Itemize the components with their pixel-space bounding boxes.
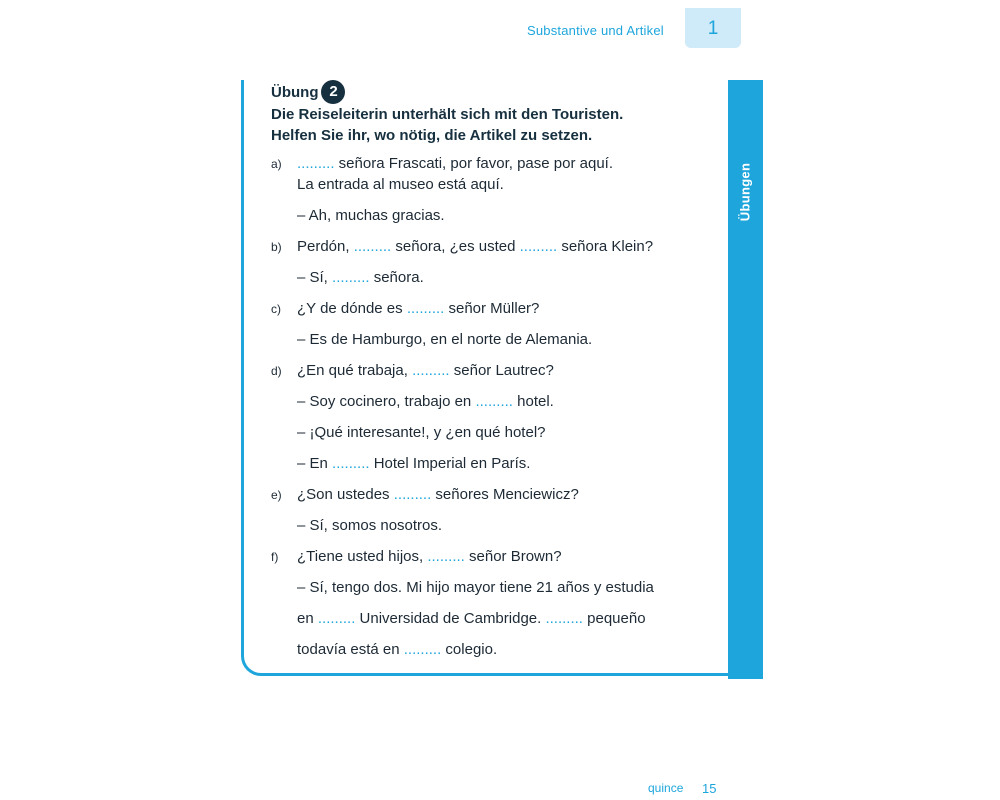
- page-word: quince: [648, 781, 684, 795]
- gap-blank: .........: [297, 155, 335, 172]
- exercise-instruction-1: Die Reiseleiterin unterhält sich mit den Touristen.: [271, 106, 624, 123]
- gap-blank: .........: [406, 300, 445, 317]
- exercise-line: ¿Y de dónde es ......... señor Müller?: [297, 300, 540, 317]
- gap-blank: .........: [332, 455, 370, 472]
- gap-blank: .........: [317, 610, 356, 627]
- exercise-line: – Sí, somos nosotros.: [297, 517, 443, 534]
- item-marker-b: b): [271, 240, 282, 254]
- exercise-line: La entrada al museo está aquí.: [297, 176, 504, 193]
- page-number: 15: [702, 781, 717, 796]
- exercise-line: ¿En qué trabaja, ......... señor Lautrec?: [297, 362, 554, 379]
- item-marker-f: f): [271, 550, 279, 564]
- running-header-title: Substantive und Artikel: [527, 23, 664, 38]
- gap-blank: .........: [475, 393, 513, 410]
- gap-blank: .........: [545, 610, 583, 627]
- gap-blank: .........: [393, 486, 432, 503]
- gap-blank: .........: [353, 238, 392, 255]
- exercise-line: ¿Tiene usted hijos, ......... señor Brown?: [297, 548, 562, 565]
- side-tab-label: [735, 157, 755, 227]
- item-marker-c: c): [271, 302, 281, 316]
- exercise-line: Perdón, ......... señora, ¿es usted ......... señora Klein?: [297, 238, 654, 255]
- exercise-line: ......... señora Frascati, por favor, pase por aquí.: [297, 155, 613, 172]
- exercise-line: – ¡Qué interesante!, y ¿en qué hotel?: [297, 424, 546, 441]
- exercise-line: – Sí, ......... señora.: [297, 269, 424, 286]
- exercise-instruction-2: Helfen Sie ihr, wo nötig, die Artikel zu setzen.: [271, 127, 593, 144]
- gap-blank: .........: [403, 641, 442, 658]
- exercise-line: – Sí, tengo dos. Mi hijo mayor tiene 21 años y estudia: [297, 579, 654, 596]
- gap-blank: .........: [427, 548, 465, 565]
- item-marker-d: d): [271, 364, 282, 378]
- exercise-title: Übung: [271, 83, 319, 101]
- side-tab-label-text: Übungen: [737, 162, 753, 222]
- gap-blank: .........: [332, 269, 370, 286]
- exercise-heading: [271, 80, 711, 146]
- exercise-line: – Ah, muchas gracias.: [297, 207, 445, 224]
- exercise-number-badge: 2: [321, 80, 345, 104]
- item-marker-e: e): [271, 488, 282, 502]
- exercise-line: en ......... Universidad de Cambridge. ......... pequeño: [297, 610, 646, 627]
- exercise-line: – Es de Hamburgo, en el norte de Alemania.: [297, 331, 593, 348]
- exercise-line: – En ......... Hotel Imperial en París.: [297, 455, 531, 472]
- gap-blank: .........: [412, 362, 450, 379]
- exercise-line: ¿Son ustedes ......... señores Menciewicz?: [297, 486, 579, 503]
- item-marker-a: a): [271, 157, 282, 171]
- exercise-line: todavía está en ......... colegio.: [297, 641, 498, 658]
- gap-blank: .........: [519, 238, 558, 255]
- chapter-number-tab: 1: [685, 8, 741, 48]
- exercise-line: – Soy cocinero, trabajo en ......... hotel.: [297, 393, 554, 410]
